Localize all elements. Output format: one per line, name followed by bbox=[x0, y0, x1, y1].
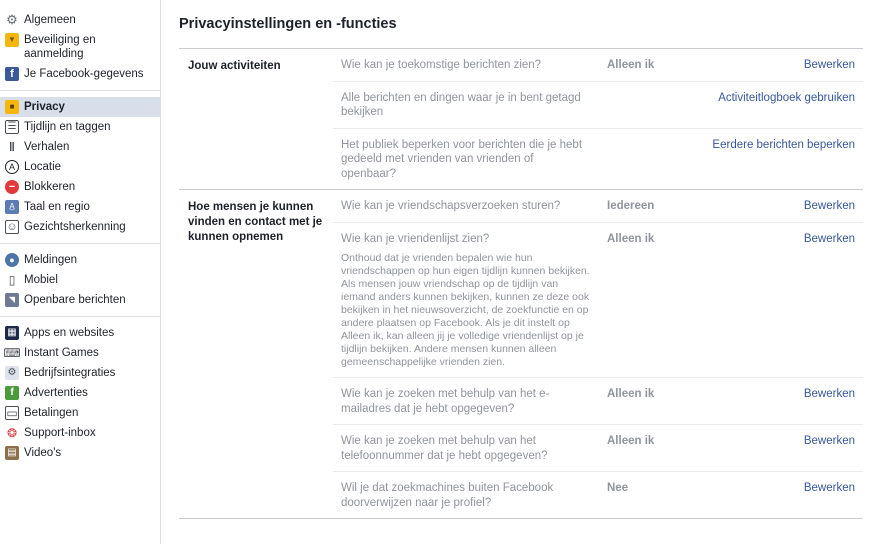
setting-row bbox=[333, 81, 863, 128]
setting-row bbox=[333, 128, 863, 190]
sidebar-item-globe[interactable] bbox=[0, 250, 160, 270]
gear-icon: ⚙ bbox=[6, 12, 18, 27]
sidebar-item-label: Taal en regio bbox=[24, 201, 90, 213]
sidebar-item-timeline[interactable] bbox=[0, 117, 160, 137]
language-icon: A̲ bbox=[5, 200, 19, 214]
lifebuoy-icon: ❂ bbox=[6, 426, 18, 440]
sidebar-item-book[interactable] bbox=[0, 137, 160, 157]
lock-icon: ■ bbox=[5, 100, 19, 114]
location-icon: A bbox=[5, 160, 19, 174]
business-icon: ⚙ bbox=[5, 366, 19, 380]
setting-row bbox=[333, 424, 863, 471]
setting-action-link[interactable]: Bewerken bbox=[803, 482, 855, 494]
setting-action-link[interactable]: Activiteitlogboek gebruiken bbox=[718, 91, 855, 104]
sidebar-item-label: Gezichtsherkenning bbox=[24, 221, 126, 233]
sidebar-item-label: Betalingen bbox=[24, 407, 79, 419]
rss-icon: ◥ bbox=[5, 293, 19, 307]
ads-icon: f bbox=[5, 386, 19, 400]
section-title: Jouw activiteiten bbox=[188, 60, 281, 72]
sidebar-item-language[interactable] bbox=[0, 197, 160, 217]
sidebar-item-face[interactable] bbox=[0, 217, 160, 237]
setting-value: Alleen ik bbox=[607, 232, 655, 245]
setting-row bbox=[333, 471, 863, 518]
sidebar-item-label: Locatie bbox=[24, 161, 62, 173]
sidebar-item-label: Mobiel bbox=[24, 274, 58, 286]
sidebar-item-apps[interactable] bbox=[0, 323, 160, 343]
settings-sidebar bbox=[0, 0, 161, 544]
sidebar-item-label: Instant Games bbox=[24, 347, 99, 359]
setting-description: Onthoud dat je vrienden bepalen wie hun vriendschappen op hun eigen tijdlijn kunnen bekijken. Als mensen jouw vriendschap op de tijdlijn van iemand anders kunnen bekijken, kunnen ze deze ook bekijken in het nieuwsoverzicht, de zoekfunctie en op andere plaatsen op Facebook. Als je dit instelt op Alleen ik, kan alleen jij je volledige vriendenlijst op je tijdlijn bekijken. Andere mensen kunnen alleen gemeenschappelijke vrienden zien. bbox=[341, 252, 590, 368]
sidebar-item-business[interactable] bbox=[0, 363, 160, 383]
sidebar-item-label: Support-inbox bbox=[24, 427, 96, 439]
settings-section bbox=[179, 48, 863, 189]
setting-row bbox=[333, 190, 863, 222]
block-icon: − bbox=[5, 180, 19, 194]
setting-action-link[interactable]: Eerdere berichten beperken bbox=[712, 138, 855, 151]
sidebar-item-ads[interactable] bbox=[0, 383, 160, 403]
sidebar-item-block[interactable] bbox=[0, 177, 160, 197]
setting-value: Alleen ik bbox=[607, 435, 655, 447]
setting-question: Het publiek beperken voor berichten die je hebt gedeeld met vrienden van vrienden of openbaar? bbox=[341, 138, 583, 180]
sidebar-item-rss[interactable] bbox=[0, 290, 160, 310]
sidebar-divider bbox=[0, 243, 160, 244]
page-title: Privacyinstellingen en -functies bbox=[179, 16, 397, 32]
sidebar-item-location[interactable] bbox=[0, 157, 160, 177]
sidebar-item-film[interactable] bbox=[0, 443, 160, 463]
settings-rows bbox=[333, 190, 863, 518]
setting-value: Alleen ik bbox=[607, 59, 655, 71]
setting-question: Alle berichten en dingen waar je in bent getagd bekijken bbox=[341, 91, 581, 118]
globe-icon: ● bbox=[5, 253, 19, 267]
settings-section bbox=[179, 189, 863, 519]
sidebar-divider bbox=[0, 90, 160, 91]
sidebar-item-label: Beveiliging en aanmelding bbox=[24, 34, 96, 60]
setting-value: Alleen ik bbox=[607, 388, 655, 400]
setting-action-link[interactable]: Bewerken bbox=[803, 388, 855, 400]
setting-action-link[interactable]: Bewerken bbox=[803, 59, 855, 71]
setting-row bbox=[333, 377, 863, 424]
sidebar-item-label: Openbare berichten bbox=[24, 294, 126, 306]
book-icon: Ⅱ bbox=[9, 140, 15, 154]
setting-question: Wie kan je zoeken met behulp van het e-mailadres dat je hebt opgegeven? bbox=[341, 388, 550, 415]
sidebar-divider bbox=[0, 316, 160, 317]
sidebar-item-label: Verhalen bbox=[24, 141, 70, 153]
sidebar-item-label: Advertenties bbox=[24, 387, 88, 399]
sidebar-item-shield[interactable] bbox=[0, 30, 160, 64]
sidebar-item-label: Bedrijfsintegraties bbox=[24, 367, 116, 379]
gamepad-icon: ⌨ bbox=[3, 346, 21, 360]
setting-value: Nee bbox=[607, 482, 629, 494]
settings-sections bbox=[179, 48, 863, 519]
setting-question: Wil je dat zoekmachines buiten Facebook doorverwijzen naar je profiel? bbox=[341, 482, 554, 509]
setting-action-link[interactable]: Bewerken bbox=[803, 232, 855, 245]
sidebar-item-gear[interactable] bbox=[0, 10, 160, 30]
mobile-icon: ▯ bbox=[5, 273, 19, 287]
setting-action-link[interactable]: Bewerken bbox=[803, 200, 855, 212]
settings-rows bbox=[333, 49, 863, 189]
card-icon: ▭ bbox=[6, 406, 18, 420]
facebook-icon: f bbox=[5, 67, 19, 81]
sidebar-item-label: Video's bbox=[24, 447, 62, 459]
setting-row bbox=[333, 222, 863, 378]
film-icon: ▤ bbox=[5, 446, 19, 460]
main-content bbox=[179, 0, 863, 519]
sidebar-item-lifebuoy[interactable] bbox=[0, 423, 160, 443]
setting-value: Iedereen bbox=[607, 200, 655, 212]
timeline-icon: ☰ bbox=[5, 120, 19, 134]
setting-question: Wie kan je toekomstige berichten zien? bbox=[341, 59, 542, 71]
sidebar-item-label: Apps en websites bbox=[24, 327, 115, 339]
sidebar-item-label: Algemeen bbox=[24, 14, 76, 26]
setting-question: Wie kan je zoeken met behulp van het telefoonnummer dat je hebt opgegeven? bbox=[341, 435, 548, 462]
face-icon: ☺ bbox=[6, 221, 18, 233]
sidebar-item-label: Privacy bbox=[24, 101, 65, 113]
section-title: Hoe mensen je kunnen vinden en contact met je kunnen opnemen bbox=[188, 201, 323, 243]
sidebar-item-label: Meldingen bbox=[24, 254, 78, 266]
sidebar-item-label: Je Facebook-gegevens bbox=[24, 68, 144, 80]
setting-row bbox=[333, 49, 863, 81]
setting-action-link[interactable]: Bewerken bbox=[803, 435, 855, 447]
sidebar-item-card[interactable] bbox=[0, 403, 160, 423]
setting-question: Wie kan je vriendschapsverzoeken sturen? bbox=[341, 200, 561, 212]
sidebar-item-mobile[interactable] bbox=[0, 270, 160, 290]
shield-icon: ▼ bbox=[5, 33, 19, 47]
setting-question: Wie kan je vriendenlijst zien? bbox=[341, 232, 490, 245]
sidebar-item-gamepad[interactable] bbox=[0, 343, 160, 363]
sidebar-item-facebook[interactable] bbox=[0, 64, 160, 84]
apps-icon: ▦ bbox=[5, 326, 19, 340]
sidebar-item-label: Tijdlijn en taggen bbox=[24, 121, 111, 133]
sidebar-item-label: Blokkeren bbox=[24, 181, 76, 193]
sidebar-item-lock[interactable] bbox=[0, 97, 160, 117]
